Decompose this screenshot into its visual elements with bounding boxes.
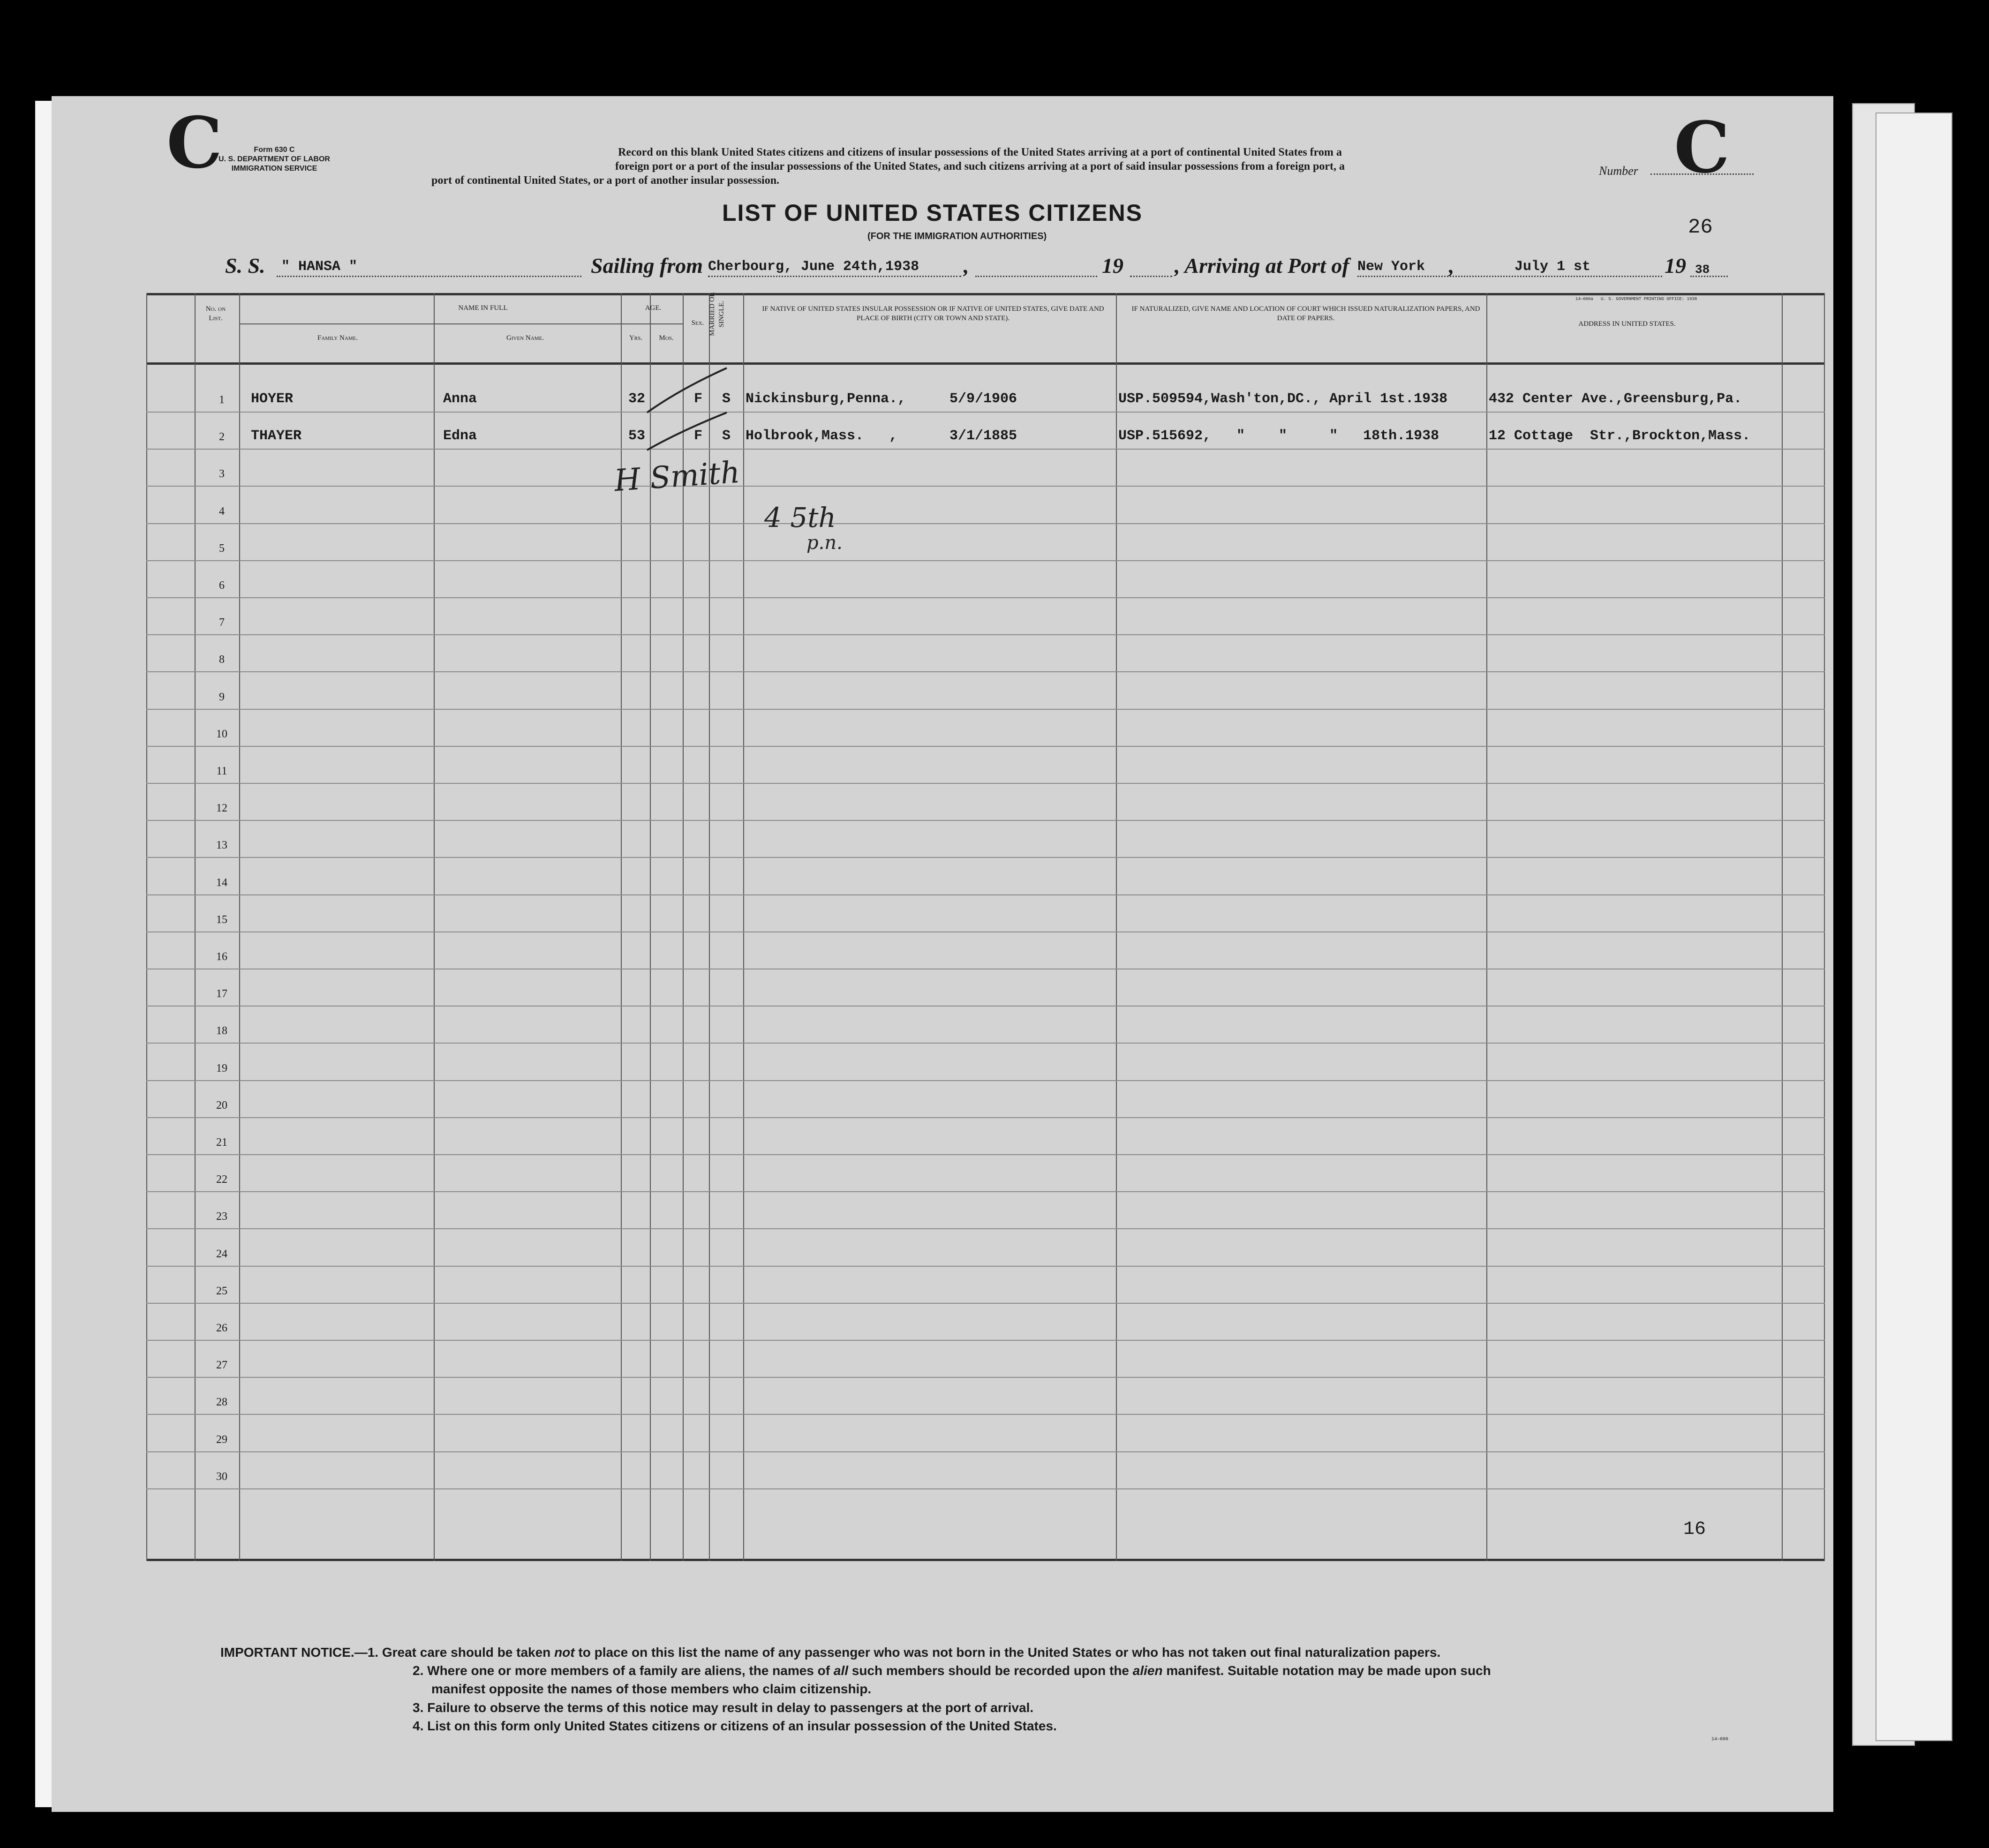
column-line bbox=[195, 293, 196, 1561]
cell-birth-date: 3/1/1885 bbox=[949, 428, 1017, 444]
notice-heading: IMPORTANT NOTICE.— bbox=[220, 1645, 368, 1660]
row-number: 10 bbox=[216, 728, 227, 740]
important-notice: IMPORTANT NOTICE.— 1. Great care should be taken not to place on this list the name of any passenger who was not born in the United States or who has not taken out final naturalization papers. 2. Where one or more members of a family are aliens, the names of all such members should be recorded upon the alien manifest. Suitable notation may be made upon such manifest opposite the names of those members who claim citizenship. 3. Failure to observe the terms of this notice may result in delay to passengers at the port of arrival. 4. List on this form only United States citizens or citizens of an insular possession of the United States. bbox=[220, 1643, 1791, 1735]
cell-sex: F bbox=[694, 428, 703, 444]
row-number: 2 bbox=[219, 431, 225, 443]
manifest-sheet bbox=[52, 96, 1833, 1812]
cell-yrs: 53 bbox=[628, 428, 646, 444]
row-line bbox=[146, 1266, 1825, 1267]
row-line bbox=[146, 634, 1825, 635]
row-line bbox=[146, 671, 1825, 672]
sailing-label: Sailing from bbox=[591, 254, 703, 278]
row-line bbox=[146, 1006, 1825, 1007]
row-number: 21 bbox=[216, 1136, 227, 1149]
row-line bbox=[146, 1303, 1825, 1304]
background-page bbox=[1876, 113, 1952, 1741]
row-line bbox=[146, 709, 1825, 710]
row-line bbox=[146, 1377, 1825, 1378]
row-line bbox=[146, 486, 1825, 487]
cell-naturalized: USP.515692, " " " 18th.1938 bbox=[1118, 428, 1439, 444]
row-line bbox=[146, 449, 1825, 450]
row-number: 1 bbox=[219, 394, 225, 406]
row-number: 7 bbox=[219, 616, 225, 629]
sheet-number-top: 26 bbox=[1688, 216, 1713, 239]
row-number: 24 bbox=[216, 1247, 227, 1260]
handwritten-note: p.n. bbox=[806, 532, 843, 554]
number-line bbox=[1650, 173, 1754, 175]
row-number: 16 bbox=[216, 951, 227, 963]
row-number: 18 bbox=[216, 1025, 227, 1037]
corner-letter-left: C bbox=[166, 102, 223, 184]
service: IMMIGRATION SERVICE bbox=[231, 165, 317, 173]
row-line bbox=[146, 1080, 1825, 1081]
column-line bbox=[434, 293, 435, 1561]
arrival-date: July 1 st bbox=[1514, 259, 1591, 275]
cell-naturalized: USP.509594,Wash'ton,DC., April 1st.1938 bbox=[1118, 391, 1448, 407]
header-age: AGE. bbox=[645, 304, 662, 312]
row-number: 22 bbox=[216, 1173, 227, 1186]
row-line bbox=[146, 857, 1825, 858]
arriving-label: , Arriving at Port of bbox=[1175, 254, 1349, 278]
row-number: 20 bbox=[216, 1099, 227, 1112]
column-line bbox=[146, 293, 147, 1561]
page-subtitle: (FOR THE IMMIGRATION AUTHORITIES) bbox=[867, 231, 1047, 241]
header-native-birth: IF NATIVE OF UNITED STATES INSULAR POSSESSION OR IF NATIVE OF UNITED STATES, GIVE DATE AND PLACE OF BIRTH (CITY OR TOWN AND STATE). bbox=[762, 305, 1104, 322]
handwritten-signature: H Smith bbox=[613, 455, 741, 499]
handwritten-note: 4 5th bbox=[764, 502, 836, 533]
cell-ms: S bbox=[722, 428, 731, 444]
header-mos: Mos. bbox=[659, 334, 674, 342]
row-number: 29 bbox=[216, 1433, 227, 1446]
column-line bbox=[743, 293, 744, 1561]
row-number: 6 bbox=[219, 579, 225, 592]
table-bottom-border bbox=[146, 1559, 1825, 1561]
row-number: 4 bbox=[219, 505, 225, 518]
row-line bbox=[146, 1414, 1825, 1415]
form-block bbox=[197, 145, 352, 173]
cell-given: Anna bbox=[443, 391, 477, 407]
header-given-name: Given Name. bbox=[506, 334, 544, 342]
cell-family: HOYER bbox=[251, 391, 294, 407]
sailing-value: Cherbourg, June 24th,1938 bbox=[708, 259, 919, 275]
row-line bbox=[146, 1451, 1825, 1452]
row-number: 3 bbox=[219, 468, 225, 481]
row-number: 28 bbox=[216, 1396, 227, 1409]
row-line bbox=[146, 1043, 1825, 1044]
header-naturalized: IF NATURALIZED, GIVE NAME AND LOCATION OF COURT WHICH ISSUED NATURALIZATION PAPERS, AND DATE OF PAPERS. bbox=[1131, 305, 1480, 322]
row-number: 9 bbox=[219, 691, 225, 703]
row-line bbox=[146, 1154, 1825, 1155]
column-line bbox=[1824, 293, 1825, 1561]
cell-given: Edna bbox=[443, 428, 477, 444]
row-number: 27 bbox=[216, 1359, 227, 1372]
row-line bbox=[146, 783, 1825, 784]
row-number: 23 bbox=[216, 1210, 227, 1223]
row-line bbox=[146, 1117, 1825, 1118]
row-number: 11 bbox=[216, 765, 227, 777]
table-top-border bbox=[146, 293, 1825, 295]
row-number: 12 bbox=[216, 802, 227, 815]
row-number: 5 bbox=[219, 542, 225, 555]
arrival-year: 38 bbox=[1695, 263, 1710, 277]
form-number: Form 630 C bbox=[254, 146, 295, 154]
header-name-in-full: NAME IN FULL bbox=[458, 304, 508, 312]
row-line bbox=[146, 1488, 1825, 1489]
row-line bbox=[146, 1340, 1825, 1341]
page-title: LIST OF UNITED STATES CITIZENS bbox=[722, 200, 1143, 226]
sheet-number-bottom: 16 bbox=[1683, 1519, 1706, 1540]
column-line bbox=[1116, 293, 1117, 1561]
row-number: 14 bbox=[216, 876, 227, 889]
ss-label: S. S. bbox=[225, 254, 265, 278]
printer-mark-top: 14—606a U. S. GOVERNMENT PRINTING OFFICE: 1938 bbox=[1575, 297, 1697, 301]
cell-family: THAYER bbox=[251, 428, 302, 444]
number-label: Number bbox=[1599, 164, 1638, 178]
row-line bbox=[146, 523, 1825, 524]
column-line bbox=[239, 293, 240, 1561]
cell-address: 12 Cottage Str.,Brockton,Mass. bbox=[1489, 428, 1751, 444]
header-address: ADDRESS IN UNITED STATES. bbox=[1578, 320, 1676, 328]
handwritten-check-marks bbox=[638, 361, 750, 455]
row-number: 30 bbox=[216, 1470, 227, 1483]
printer-mark: 14—606 bbox=[1711, 1737, 1729, 1742]
column-line bbox=[1486, 293, 1487, 1561]
row-number: 19 bbox=[216, 1062, 227, 1074]
row-number: 17 bbox=[216, 988, 227, 1000]
row-line bbox=[146, 597, 1825, 598]
row-line bbox=[146, 1228, 1825, 1229]
row-number: 8 bbox=[219, 654, 225, 666]
header-no-on-list: No. on List. bbox=[205, 305, 226, 322]
column-line bbox=[1782, 293, 1783, 1561]
header-sex: Sex. bbox=[691, 319, 704, 327]
cell-ms: S bbox=[722, 391, 731, 407]
row-line bbox=[146, 820, 1825, 821]
table-header-border bbox=[146, 362, 1825, 365]
row-line bbox=[146, 746, 1825, 747]
header-yrs: Yrs. bbox=[629, 334, 643, 342]
cell-birth-place: Holbrook,Mass. , bbox=[746, 428, 898, 444]
row-number: 26 bbox=[216, 1322, 227, 1334]
corner-letter-right: C bbox=[1674, 106, 1730, 189]
cell-sex: F bbox=[694, 391, 703, 407]
header-family-name: Family Name. bbox=[317, 334, 358, 342]
row-line bbox=[146, 1191, 1825, 1192]
cell-yrs: 32 bbox=[628, 391, 646, 407]
record-instructions: Record on this blank United States citizens and citizens of insular possessions of the United States arriving at a port of continental United States from a foreign port or a port of the insular possessions of the United States, and such citizens arriving at a port of said insular possessions from a foreign port, a port of continental United States, or a port of another insular possession. bbox=[431, 146, 1345, 187]
row-line bbox=[146, 894, 1825, 895]
row-line bbox=[146, 412, 1825, 413]
cell-birth-date: 5/9/1906 bbox=[949, 391, 1017, 407]
cell-address: 432 Center Ave.,Greensburg,Pa. bbox=[1489, 391, 1742, 407]
header-married-single: MARRIED OR SINGLE. bbox=[708, 292, 725, 336]
row-line bbox=[146, 560, 1825, 561]
cell-birth-place: Nickinsburg,Penna., bbox=[746, 391, 906, 407]
row-number: 25 bbox=[216, 1285, 227, 1297]
row-number: 13 bbox=[216, 839, 227, 852]
arrival-year-prefix: 19 bbox=[1665, 254, 1686, 278]
ship-name: " HANSA " bbox=[281, 259, 358, 275]
year-label: 19 bbox=[1102, 254, 1123, 278]
row-number: 15 bbox=[216, 913, 227, 926]
port-value: New York bbox=[1357, 259, 1425, 275]
department: U. S. DEPARTMENT OF LABOR bbox=[218, 155, 330, 163]
